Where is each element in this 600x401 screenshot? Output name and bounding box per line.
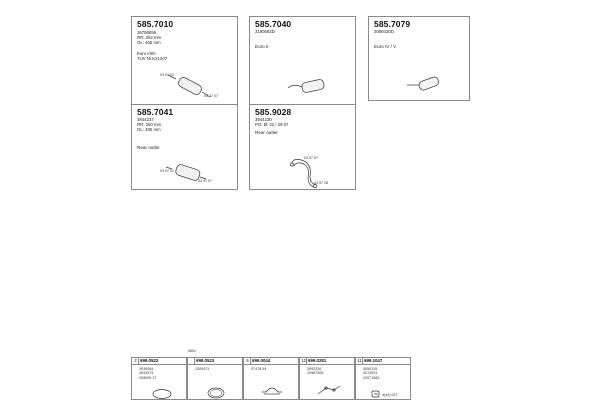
- ref-line: 309009 27: [139, 375, 157, 380]
- muffler-drawing: [132, 17, 239, 107]
- part-number: 699.0281: [308, 358, 327, 363]
- muffler-drawing: [132, 105, 239, 191]
- product-card-2[interactable]: [249, 16, 356, 106]
- ref-line: 23987308: [307, 371, 324, 376]
- spec-line: PO: Ø: 22 / 28 07: [255, 122, 289, 127]
- clamp-ring-icon: [132, 358, 188, 401]
- accessory-cell-3[interactable]: [243, 357, 299, 400]
- pipe-drawing: [250, 105, 357, 191]
- spec-line: OL: 485 mm: [137, 127, 161, 132]
- product-card-4[interactable]: [131, 104, 238, 190]
- quantity: 11: [357, 358, 362, 363]
- ref-line: 23971582: [363, 375, 380, 380]
- part-number: 699.0523: [196, 358, 215, 363]
- gasket-ring-icon: [188, 358, 244, 401]
- spec-line: RR: 252 mm: [137, 35, 162, 40]
- part-number: 585.7010: [137, 19, 174, 29]
- ref-line: 3274523: [363, 371, 378, 376]
- part-label: 03 97 01: [160, 73, 174, 77]
- note-line: TUV Nr.K21207: [137, 56, 168, 61]
- ref-line: 1300971: [195, 367, 210, 371]
- ref-line: 3992326: [307, 367, 322, 371]
- note-line: Euro IV / V: [374, 44, 397, 49]
- bracket-icon: [300, 358, 356, 401]
- note-line: Rear outlet: [137, 145, 160, 150]
- spec-line: RR: 250 mm: [137, 122, 162, 127]
- spec-line: OL: 465 mm: [137, 40, 161, 45]
- note-line: Euro I/II/II: [137, 51, 156, 56]
- product-card-3[interactable]: [368, 16, 470, 101]
- accessory-cell-1[interactable]: [131, 357, 187, 400]
- clamp-bracket-icon: [244, 358, 300, 401]
- product-card-1[interactable]: [131, 16, 238, 106]
- part-label: 03 97 07: [304, 156, 318, 160]
- ref-line: 3050115: [363, 367, 378, 371]
- part-number: 585.7041: [137, 107, 174, 117]
- part-number: 585.7079: [374, 19, 411, 29]
- quantity: 12: [301, 358, 306, 363]
- spec-line: 3944237: [137, 117, 154, 122]
- quantity: 6: [245, 358, 251, 364]
- part-number: 699.0044: [252, 358, 271, 363]
- part-label: 03 97 28: [314, 181, 328, 185]
- accessory-strip: [131, 353, 518, 400]
- quantity: 2: [133, 358, 139, 364]
- accessory-cell-2[interactable]: [187, 357, 243, 400]
- ref-line: 3930084: [139, 367, 154, 371]
- spec-line: 2059430D: [374, 29, 394, 34]
- spec-line: 16756856: [137, 30, 157, 35]
- part-number: 699.0522: [140, 358, 159, 363]
- spec-line: 3944230: [255, 117, 272, 122]
- note-line: Rear outlet: [255, 130, 278, 135]
- part-label: d(43) 007: [382, 393, 398, 397]
- part-label: 03 47 07: [198, 179, 212, 183]
- part-number: 585.7040: [255, 19, 292, 29]
- accessory-cell-5[interactable]: [355, 357, 411, 400]
- part-number: 699.1047: [364, 358, 383, 363]
- part-label: 03 97 01: [160, 169, 174, 173]
- product-card-5[interactable]: [249, 104, 356, 190]
- ref-line: 07478 94: [251, 367, 267, 371]
- ref-line: 3943574: [139, 371, 154, 376]
- strip-label: 580x: [188, 349, 196, 353]
- accessory-cell-4[interactable]: [299, 357, 355, 400]
- part-number: 585.9028: [255, 107, 292, 117]
- muffler-drawing: [250, 17, 357, 107]
- spec-line: 3190692D: [255, 29, 275, 34]
- note-line: Euro II: [255, 44, 269, 49]
- muffler-drawing: [369, 17, 471, 102]
- part-label: 03 47 07: [204, 94, 218, 98]
